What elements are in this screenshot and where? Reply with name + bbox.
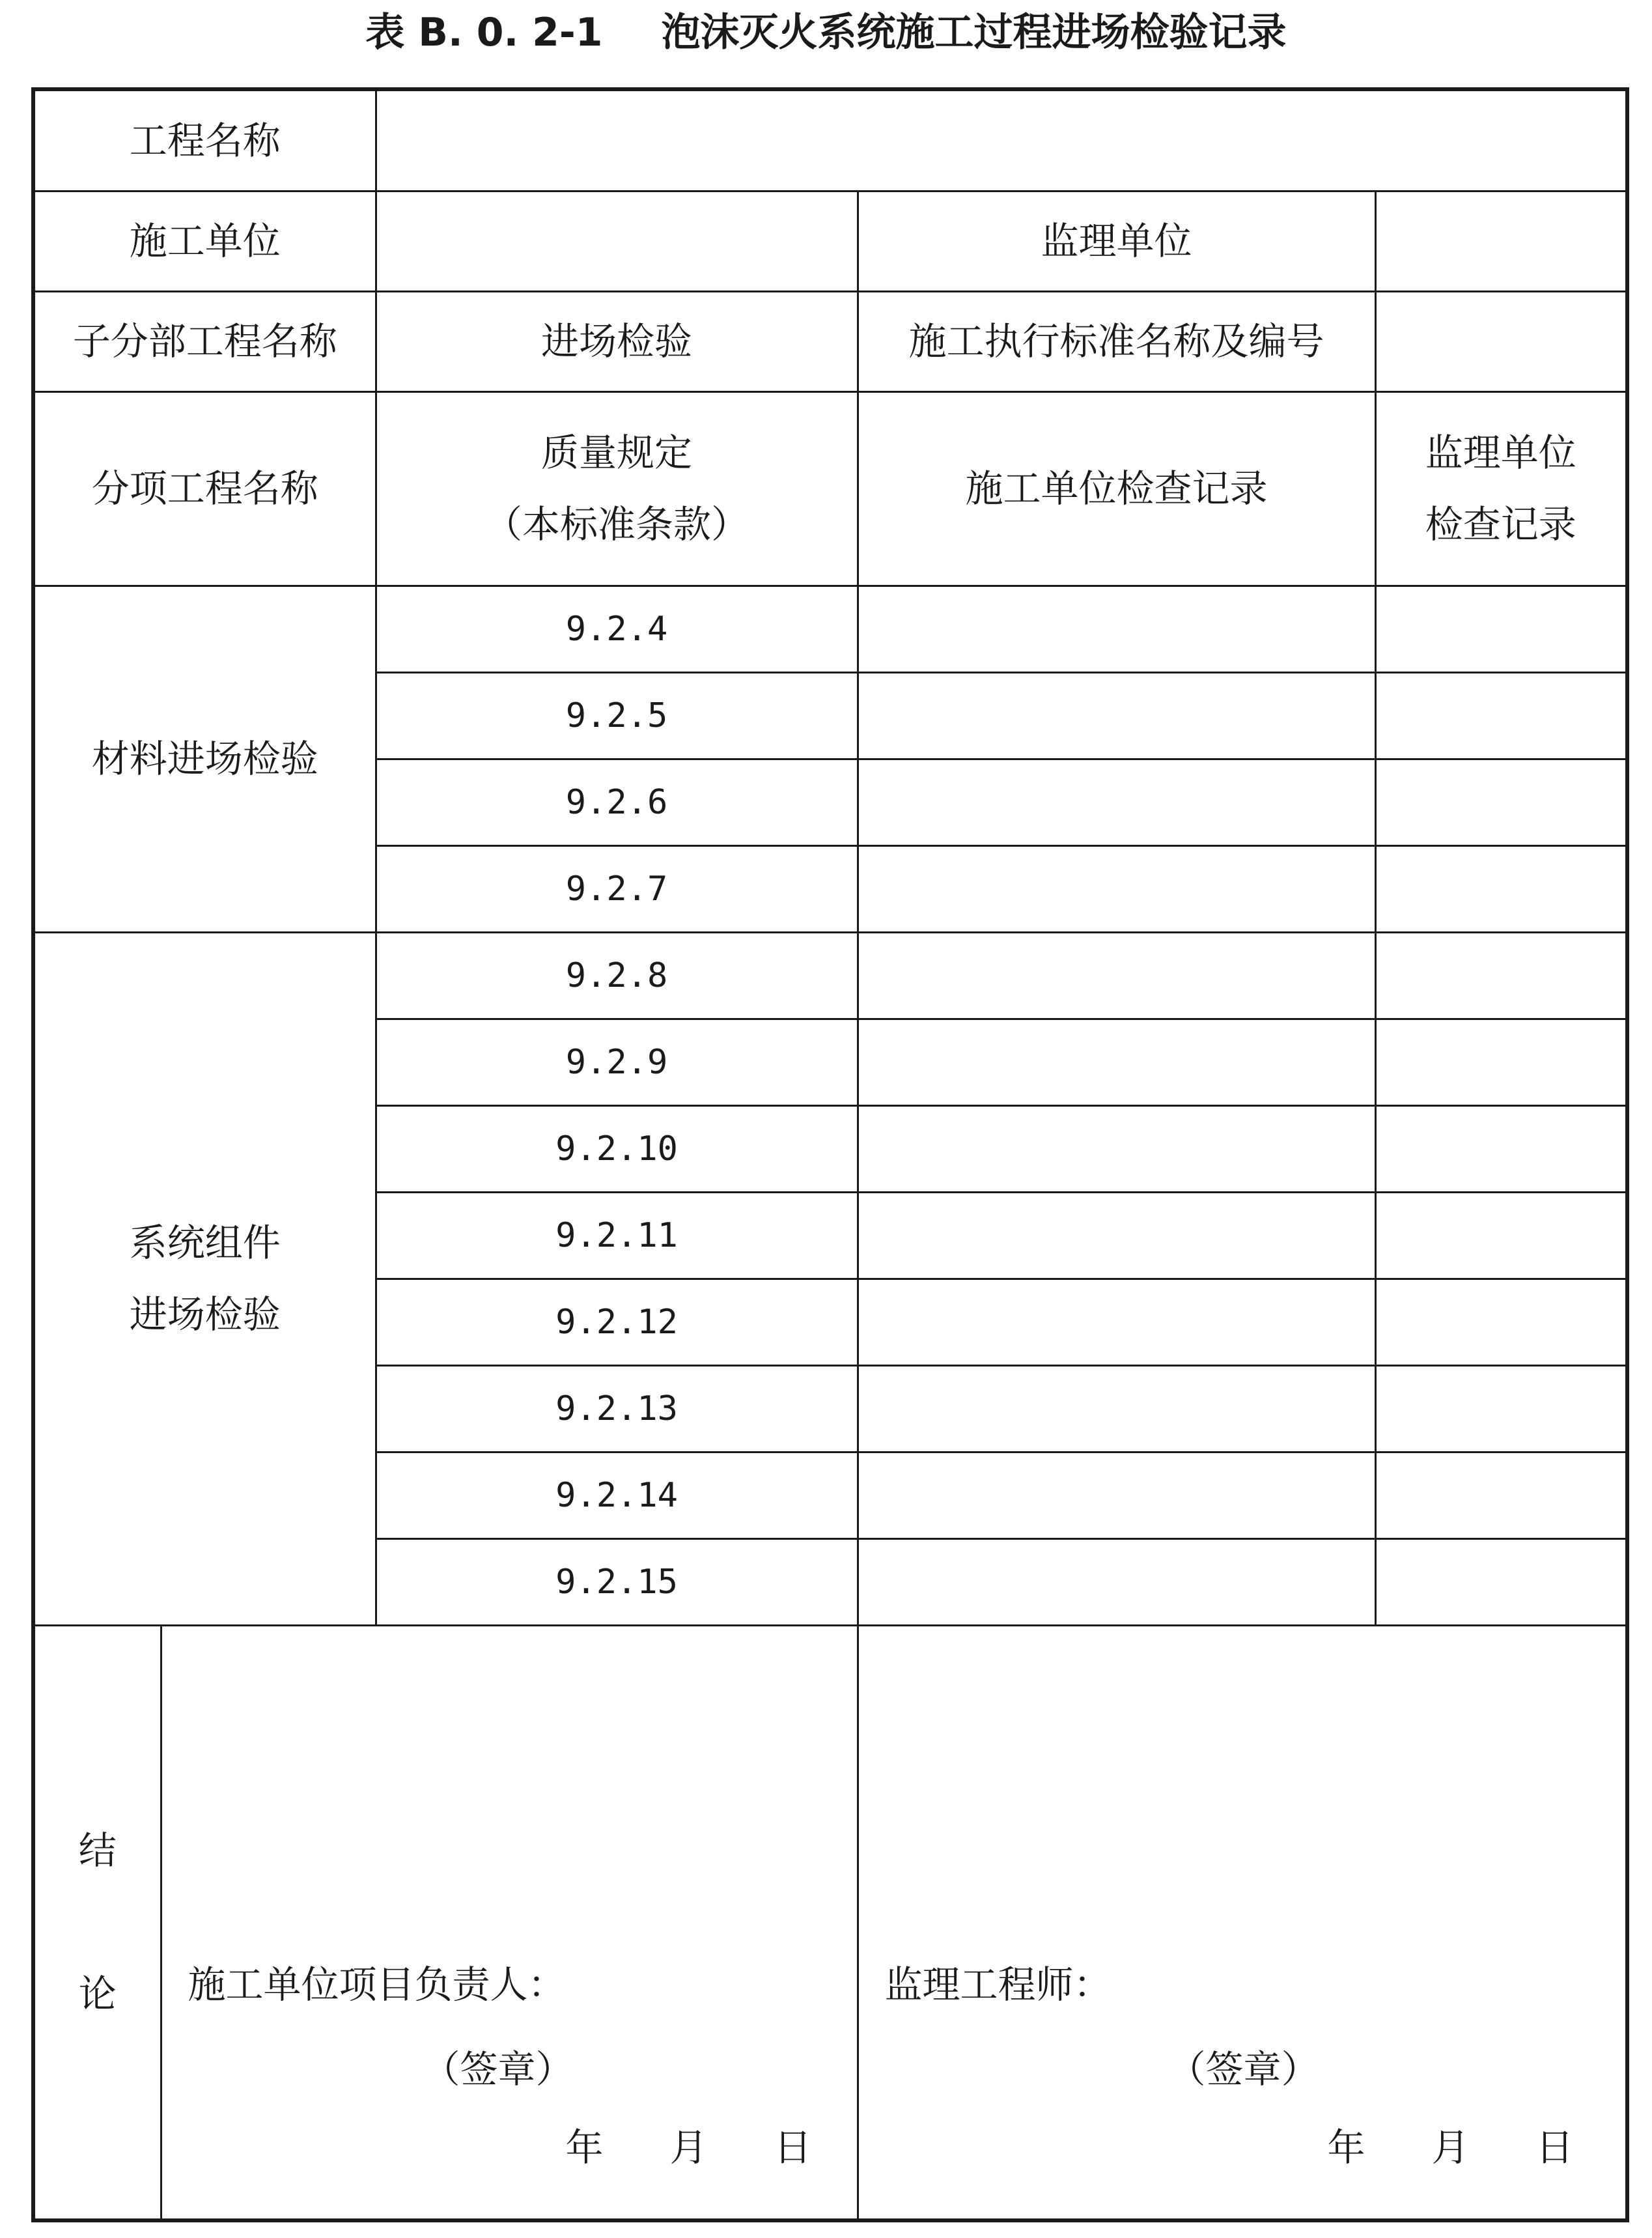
supervision-record-cell[interactable]: [1375, 1452, 1627, 1538]
clause-cell: 9.2.12: [376, 1279, 858, 1365]
supervision-unit-field[interactable]: [1375, 191, 1627, 291]
date-day: 日: [1535, 2125, 1574, 2170]
clause-cell: 9.2.8: [376, 932, 858, 1019]
supervision-unit-label: 监理单位: [858, 191, 1375, 291]
inspection-record-table: [31, 87, 1629, 2222]
supervision-record-cell[interactable]: [1375, 1019, 1627, 1105]
supervision-record-cell[interactable]: [1375, 759, 1627, 845]
supervision-record-cell[interactable]: [1375, 586, 1627, 672]
column-header-construction-record: 施工单位检查记录: [858, 391, 1375, 586]
table-code: 表 B. 0. 2-1: [365, 10, 603, 55]
construction-record-cell[interactable]: [858, 1019, 1375, 1105]
date-year: 年: [565, 2125, 604, 2170]
date-month: 月: [669, 2125, 708, 2170]
clause-cell: 9.2.6: [376, 759, 858, 845]
conclusion-label: [33, 1625, 161, 2220]
group-label-components: [33, 932, 376, 1625]
standard-field[interactable]: [1375, 291, 1627, 391]
supervision-record-cell[interactable]: [1375, 845, 1627, 932]
column-header-quality: [376, 391, 858, 586]
construction-record-cell[interactable]: [858, 1279, 1375, 1365]
supervision-engineer-label: 监理工程师：: [884, 1962, 1112, 2007]
date-month: 月: [1431, 2125, 1470, 2170]
supervision-seal-label: （签章）: [1168, 2047, 1319, 2091]
construction-unit-label: 施工单位: [33, 191, 376, 291]
supervision-record-cell[interactable]: [1375, 932, 1627, 1019]
sub-project-value: 进场检验: [376, 291, 858, 391]
table-title: [0, 7, 1652, 59]
quality-line-1: 质量规定: [541, 431, 693, 475]
date-day: 日: [774, 2125, 812, 2170]
conclusion-char-2: 论: [78, 1972, 117, 2017]
construction-record-cell[interactable]: [858, 759, 1375, 845]
construction-unit-field[interactable]: [376, 191, 858, 291]
clause-cell: 9.2.5: [376, 672, 858, 759]
supervision-date-line: [1328, 2121, 1574, 2174]
construction-seal-label: （签章）: [422, 2047, 574, 2091]
construction-project-lead-label: 施工单位项目负责人：: [188, 1962, 566, 2007]
sub-project-label: 子分部工程名称: [33, 291, 376, 391]
table-title-text: 泡沫灭火系统施工过程进场检验记录: [661, 10, 1287, 55]
supervision-record-line-2: 检查记录: [1425, 502, 1576, 546]
construction-record-cell[interactable]: [858, 1192, 1375, 1279]
supervision-record-cell[interactable]: [1375, 672, 1627, 759]
supervision-record-cell[interactable]: [1375, 1279, 1627, 1365]
group-components-line-2: 进场检验: [129, 1292, 281, 1337]
clause-cell: 9.2.7: [376, 845, 858, 932]
construction-record-cell[interactable]: [858, 845, 1375, 932]
standard-label: 施工执行标准名称及编号: [858, 291, 1375, 391]
clause-cell: 9.2.14: [376, 1452, 858, 1538]
construction-record-cell[interactable]: [858, 672, 1375, 759]
clause-cell: 9.2.13: [376, 1365, 858, 1452]
column-header-item-name: 分项工程名称: [33, 391, 376, 586]
supervision-record-cell[interactable]: [1375, 1365, 1627, 1452]
construction-date-line: [566, 2121, 812, 2174]
project-name-label: 工程名称: [33, 89, 376, 191]
supervision-record-line-1: 监理单位: [1425, 431, 1576, 475]
conclusion-construction-sign-area[interactable]: [161, 1625, 858, 2220]
group-label-material: [33, 586, 376, 932]
date-year: 年: [1327, 2125, 1365, 2170]
group-material-line-1: 材料进场检验: [91, 737, 318, 781]
conclusion-supervision-sign-area[interactable]: [858, 1625, 1627, 2220]
conclusion-char-1: 结: [78, 1828, 117, 1873]
construction-record-cell[interactable]: [858, 1365, 1375, 1452]
clause-cell: 9.2.9: [376, 1019, 858, 1105]
quality-line-2: （本标准条款）: [484, 502, 749, 546]
clause-cell: 9.2.15: [376, 1538, 858, 1625]
clause-cell: 9.2.10: [376, 1105, 858, 1192]
project-name-field[interactable]: [376, 89, 1627, 191]
construction-record-cell[interactable]: [858, 586, 1375, 672]
column-header-supervision-record: [1375, 391, 1627, 586]
supervision-record-cell[interactable]: [1375, 1538, 1627, 1625]
construction-record-cell[interactable]: [858, 932, 1375, 1019]
clause-cell: 9.2.11: [376, 1192, 858, 1279]
construction-record-cell[interactable]: [858, 1452, 1375, 1538]
group-components-line-1: 系统组件: [129, 1221, 281, 1265]
supervision-record-cell[interactable]: [1375, 1192, 1627, 1279]
supervision-record-cell[interactable]: [1375, 1105, 1627, 1192]
clause-cell: 9.2.4: [376, 586, 858, 672]
construction-record-cell[interactable]: [858, 1105, 1375, 1192]
construction-record-cell[interactable]: [858, 1538, 1375, 1625]
